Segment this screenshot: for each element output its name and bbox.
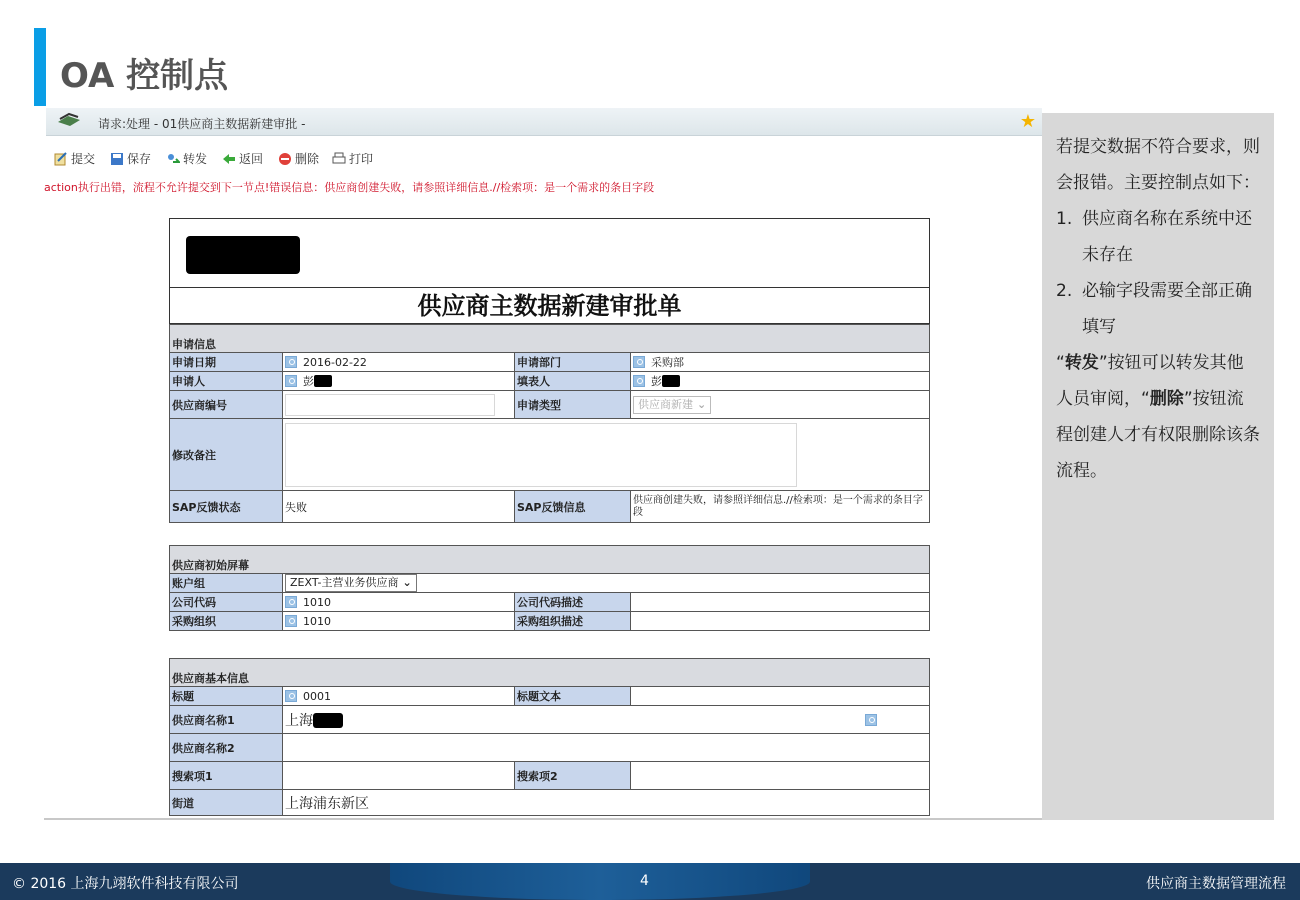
note-item-text: 必输字段需要全部正确填写: [1082, 281, 1252, 337]
purch-desc-value: [631, 612, 930, 631]
section-apply-info: 申请信息: [170, 325, 930, 353]
company-code-label: 公司代码: [170, 593, 283, 612]
form-title: 供应商主数据新建审批单: [169, 288, 930, 324]
title-text-label: 标题文本: [515, 687, 631, 706]
sap-info-label: SAP反馈信息: [515, 491, 631, 523]
initial-screen-table: [169, 545, 930, 631]
print-icon: [332, 152, 346, 166]
purch-org-field[interactable]: [283, 612, 515, 631]
sap-status-label: SAP反馈状态: [170, 491, 283, 523]
company-desc-value: [631, 593, 930, 612]
save-label: 保存: [127, 152, 152, 166]
redacted-logo: [186, 236, 300, 274]
apply-type-value: 供应商新建: [638, 397, 693, 411]
footer: [0, 863, 1300, 900]
vendor-no-field[interactable]: [283, 391, 515, 419]
forward-button[interactable]: [166, 150, 207, 167]
account-group-value: ZEXT-主营业务供应商: [290, 576, 399, 589]
name1-field[interactable]: [283, 706, 930, 734]
date-value: 2016-02-22: [303, 355, 367, 369]
search2-label: 搜索项2: [515, 762, 631, 790]
chevron-down-icon: ⌄: [402, 576, 412, 589]
lookup-icon[interactable]: [865, 714, 877, 726]
title-label: 标题: [170, 687, 283, 706]
dept-field[interactable]: [631, 353, 930, 372]
logo-area: [169, 218, 930, 288]
remark-textarea[interactable]: [285, 423, 797, 487]
name2-field[interactable]: [283, 734, 930, 762]
note-buttons: [1056, 345, 1260, 489]
error-message: action执行出错，流程不允许提交到下一节点!错误信息：供应商创建失败，请参照详细信息.//检索项：是一个需求的条目字段: [44, 181, 655, 194]
submit-button[interactable]: [54, 150, 95, 167]
save-icon: [110, 152, 124, 166]
name2-label: 供应商名称2: [170, 734, 283, 762]
title-accent-bar: [34, 28, 46, 106]
dept-value: 采购部: [651, 356, 684, 369]
filler-field[interactable]: [631, 372, 930, 391]
title-text-value: [631, 687, 930, 706]
request-bar: [46, 108, 1042, 136]
oa-screenshot: [44, 108, 1042, 820]
lookup-icon[interactable]: [285, 596, 297, 608]
apply-info-table: [169, 324, 930, 523]
note-quote: “: [1056, 353, 1065, 373]
name1-label: 供应商名称1: [170, 706, 283, 734]
purch-org-label: 采购组织: [170, 612, 283, 631]
account-group-field: [283, 574, 930, 593]
redaction-mark: [314, 375, 332, 387]
chevron-down-icon: ⌄: [697, 397, 707, 411]
delete-label: 删除: [295, 152, 320, 166]
remark-label: 修改备注: [170, 419, 283, 491]
page-number: 4: [640, 873, 649, 889]
vendor-no-label: 供应商编号: [170, 391, 283, 419]
submit-icon: [54, 152, 68, 166]
date-label: 申请日期: [170, 353, 283, 372]
account-group-select[interactable]: [285, 574, 417, 592]
note-item-num: 2.: [1056, 281, 1073, 301]
apply-type-select[interactable]: [633, 396, 711, 414]
note-panel: [1042, 113, 1274, 820]
section-basic-info: 供应商基本信息: [170, 659, 930, 687]
toolbar: [46, 146, 1042, 170]
redaction-mark: [313, 713, 343, 728]
applicant-label: 申请人: [170, 372, 283, 391]
section-initial-screen: 供应商初始屏幕: [170, 546, 930, 574]
company-code-field[interactable]: [283, 593, 515, 612]
street-field[interactable]: [283, 790, 930, 816]
note-delete-text: ”按钮流程创建人才有权限删除该条流程。: [1056, 389, 1260, 481]
purch-desc-label: 采购组织描述: [515, 612, 631, 631]
forward-icon: [166, 152, 180, 166]
back-icon: [222, 152, 236, 166]
note-item: [1056, 273, 1260, 345]
slide-title: OA 控制点: [60, 56, 229, 96]
basic-info-table: [169, 658, 930, 816]
print-button[interactable]: [332, 150, 373, 167]
print-label: 打印: [349, 152, 374, 166]
company-desc-label: 公司代码描述: [515, 593, 631, 612]
delete-icon: [278, 152, 292, 166]
dept-label: 申请部门: [515, 353, 631, 372]
filler-value: 彭: [651, 375, 662, 388]
lookup-icon[interactable]: [285, 375, 297, 387]
vendor-no-input[interactable]: [285, 394, 495, 416]
filler-label: 填表人: [515, 372, 631, 391]
forward-label: 转发: [183, 152, 208, 166]
window-title: 请求:处理 - 01供应商主数据新建审批 -: [98, 117, 306, 131]
applicant-field[interactable]: [283, 372, 515, 391]
remark-field[interactable]: [283, 419, 930, 491]
search2-field[interactable]: [631, 762, 930, 790]
search1-field[interactable]: [283, 762, 515, 790]
note-item-text: 供应商名称在系统中还未存在: [1082, 209, 1252, 265]
note-item-num: 1.: [1056, 209, 1073, 229]
title-field[interactable]: [283, 687, 515, 706]
back-label: 返回: [239, 152, 264, 166]
note-delete-bold: 删除: [1149, 389, 1184, 409]
apply-type-label: 申请类型: [515, 391, 631, 419]
note-item: [1056, 201, 1260, 273]
search1-label: 搜索项1: [170, 762, 283, 790]
footer-swoosh: [390, 863, 810, 900]
delete-button[interactable]: [278, 150, 319, 167]
submit-label: 提交: [71, 152, 96, 166]
street-value: 上海浦东新区: [285, 795, 369, 812]
lookup-icon[interactable]: [285, 356, 297, 368]
name1-value: 上海: [285, 712, 313, 729]
sap-status-value: 失败: [283, 491, 515, 523]
lookup-icon[interactable]: [633, 356, 645, 368]
note-intro: 若提交数据不符合要求，则会报错。主要控制点如下：: [1056, 137, 1260, 193]
lookup-icon[interactable]: [633, 375, 645, 387]
request-icon: [56, 112, 82, 130]
lookup-icon[interactable]: [285, 615, 297, 627]
lookup-icon[interactable]: [285, 690, 297, 702]
account-group-label: 账户组: [170, 574, 283, 593]
footer-section: 供应商主数据管理流程: [1146, 876, 1286, 892]
applicant-value: 彭: [303, 375, 314, 388]
street-label: 街道: [170, 790, 283, 816]
note-list: [1056, 201, 1260, 345]
title-value: 0001: [303, 689, 331, 703]
back-button[interactable]: [222, 150, 263, 167]
note-forward-text: ”按钮可以转发其他人员审阅，“: [1056, 353, 1244, 409]
note-forward-bold: 转发: [1064, 353, 1099, 373]
favorite-star-icon[interactable]: ★: [1019, 111, 1036, 132]
save-button[interactable]: [110, 150, 151, 167]
purch-org-value: 1010: [303, 614, 331, 628]
sap-info-value: 供应商创建失败，请参照详细信息.//检索项：是一个需求的条目字段: [631, 491, 930, 523]
company-code-value: 1010: [303, 595, 331, 609]
redaction-mark: [662, 375, 680, 387]
date-field[interactable]: [283, 353, 515, 372]
apply-type-field: [631, 391, 930, 419]
footer-copyright: © 2016 上海九翊软件科技有限公司: [12, 876, 239, 892]
